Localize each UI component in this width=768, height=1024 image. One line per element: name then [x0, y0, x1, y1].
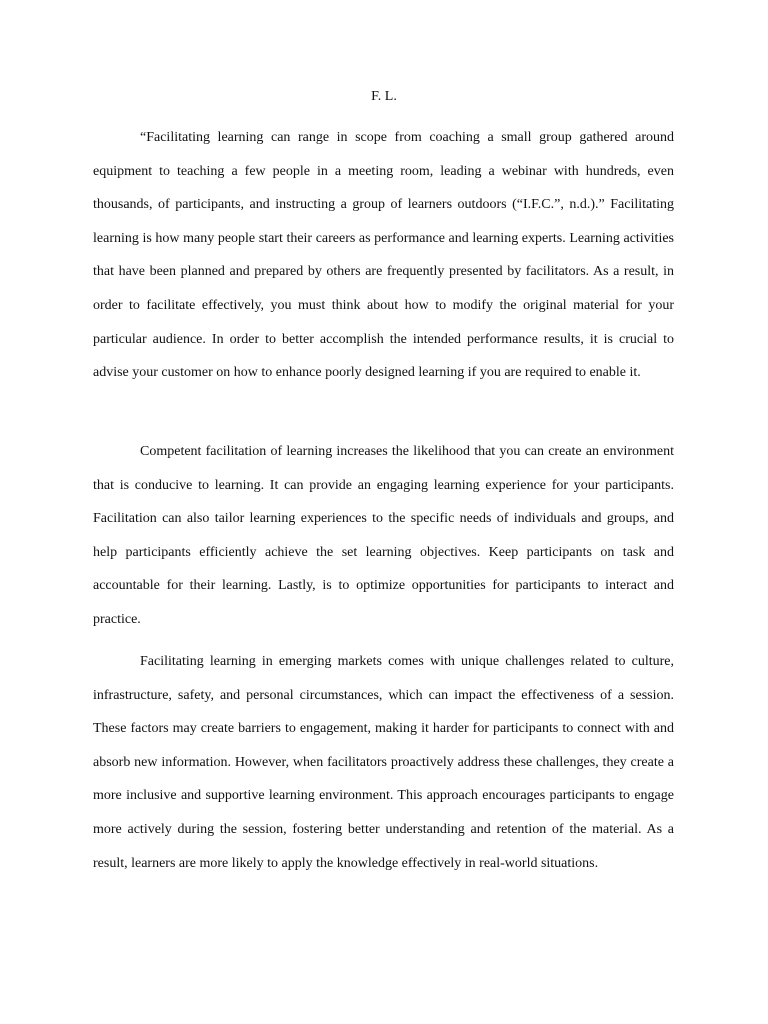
page-title: F. L. [371, 89, 397, 104]
paragraph-3: Facilitating learning in emerging markets comes with unique challenges related to culture, infrastructure, safety, and personal circumstances, which can impact the effectiveness of a session. These factors may create barriers to engagement, making it harder for participants to connect with and absorb new information. However, when facilitators proactively address these challenges, they create a more inclusive and supportive learning environment. This approach encourages participants to engage more actively during the session, fostering better understanding and retention of the material. As a result, learners are more likely to apply the knowledge effectively in real-world situations. [93, 654, 674, 871]
paragraph-1: “Facilitating learning can range in scope from coaching a small group gathered around equipment to teaching a few people in a meeting room, leading a webinar with hundreds, even thousands, of participants, and instructing a group of learners outdoors (“I.F.C.”, n.d.).” Facilitating learning is how many people start their careers as performance and learning experts. Learning activities that have been planned and prepared by others are frequently presented by facilitators. As a result, in order to facilitate effectively, you must think about how to modify the original material for your particular audience. In order to better accomplish the intended performance results, it is crucial to advise your customer on how to enhance poorly designed learning if you are required to enable it. [93, 130, 674, 381]
paragraph-2: Competent facilitation of learning increases the likelihood that you can create an environment that is conducive to learning. It can provide an engaging learning experience for your participants. Facilitation can also tailor learning experiences to the specific needs of individuals and groups, and help participants efficiently achieve the set learning objectives. Keep participants on task and accountable for their learning. Lastly, is to optimize opportunities for participants to interact and practice. [93, 444, 674, 627]
